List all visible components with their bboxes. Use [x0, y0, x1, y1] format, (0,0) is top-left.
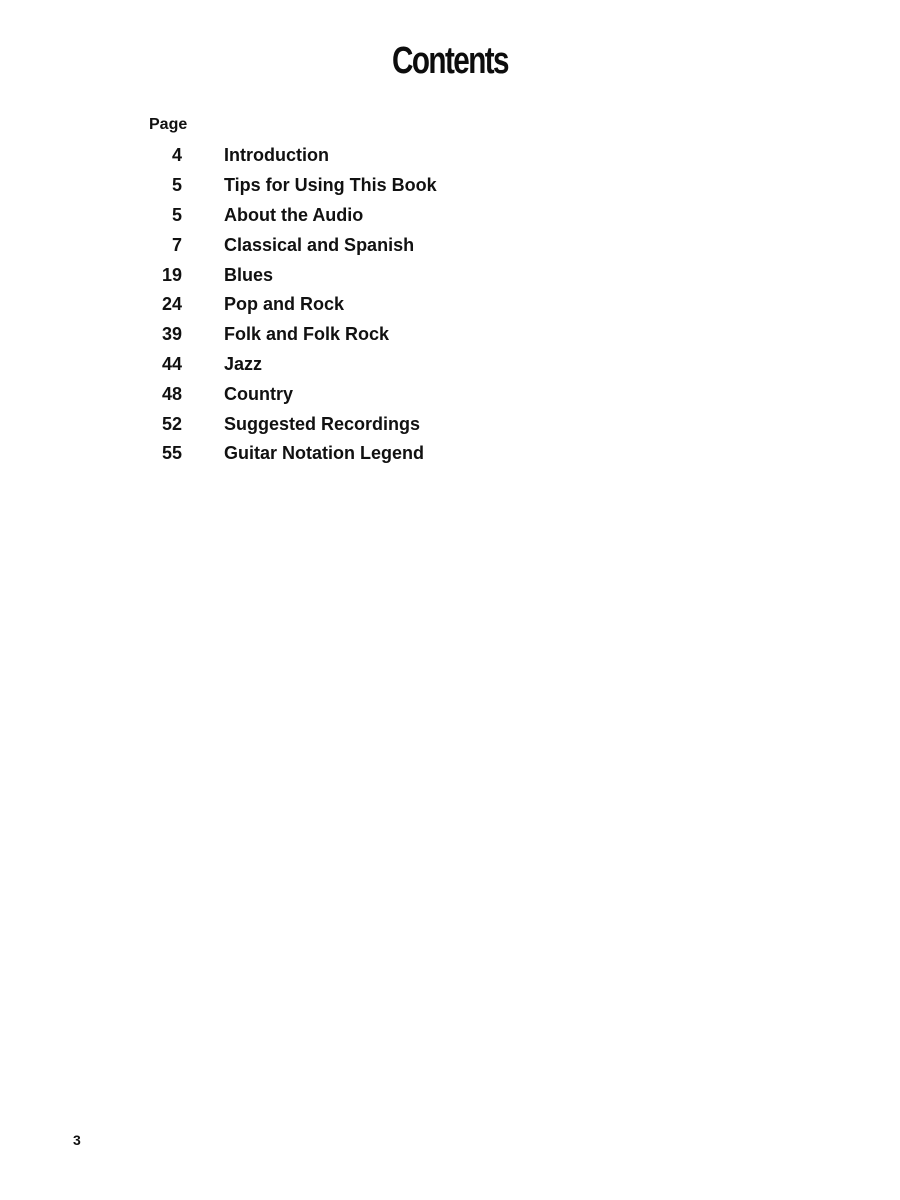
toc-entry-page: 19 — [161, 264, 182, 285]
toc-entry-page: 48 — [161, 383, 182, 404]
toc-entry-title: Folk and Folk Rock — [224, 324, 390, 345]
toc-entry-page: 52 — [161, 413, 182, 434]
page-title: Contents — [392, 40, 508, 82]
toc-entry — [140, 379, 640, 409]
toc-entry-page: 44 — [161, 353, 182, 374]
table-of-contents — [140, 141, 640, 469]
toc-entry — [140, 350, 640, 380]
toc-entry — [140, 260, 640, 290]
toc-entry-title: Pop and Rock — [224, 294, 345, 315]
toc-entry — [140, 171, 640, 201]
toc-entry — [140, 141, 640, 171]
toc-entry-page: 39 — [161, 324, 182, 345]
toc-entry-title: Suggested Recordings — [224, 413, 421, 434]
toc-entry-page: 55 — [161, 443, 182, 464]
toc-entry-title: Blues — [224, 264, 274, 285]
toc-entry-title: Introduction — [224, 145, 329, 166]
toc-entry-page: 4 — [171, 145, 182, 166]
toc-entry-title: Country — [224, 383, 293, 404]
toc-entry-page: 5 — [171, 175, 182, 196]
toc-entry-page: 24 — [161, 294, 182, 315]
toc-entry-title: Tips for Using This Book — [224, 175, 437, 196]
toc-entry — [140, 439, 640, 469]
toc-entry-page: 5 — [171, 204, 182, 225]
page-number: 3 — [73, 1132, 81, 1148]
toc-entry — [140, 290, 640, 320]
toc-entry-title: Classical and Spanish — [224, 234, 415, 255]
toc-entry-title: About the Audio — [224, 204, 364, 225]
toc-entry — [140, 201, 640, 231]
toc-entry — [140, 409, 640, 439]
toc-entry — [140, 230, 640, 260]
toc-entry — [140, 320, 640, 350]
page-column-header: Page — [149, 116, 188, 133]
toc-entry-title: Guitar Notation Legend — [224, 443, 424, 464]
toc-entry-page: 7 — [171, 234, 182, 255]
toc-entry-title: Jazz — [224, 353, 263, 374]
